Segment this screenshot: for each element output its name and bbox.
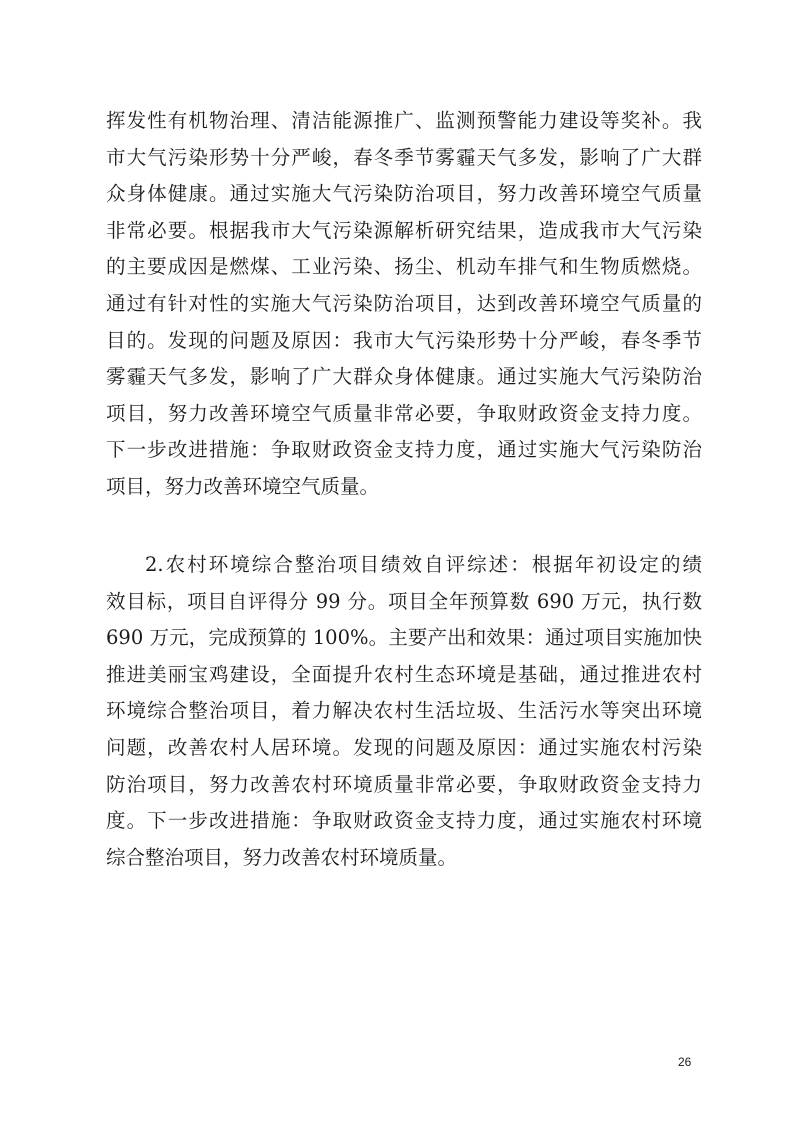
text-line: 挥发性有机物治理、清洁能源推广、监测预警能力建设等奖补。我 — [106, 109, 702, 132]
paragraph-rural-environment — [106, 547, 702, 876]
text-line: 防治项目，努力改善农村环境质量非常必要，争取财政资金支持力 — [106, 772, 702, 796]
text-line: 的主要成因是燃煤、工业污染、扬尘、机动车排气和生物质燃烧。 — [106, 255, 702, 279]
paragraph-air-pollution — [106, 103, 702, 506]
text-line: 下一步改进措施：争取财政资金支持力度，通过实施大气污染防治 — [106, 438, 702, 462]
text-line: 效目标，项目自评得分 99 分。项目全年预算数 690 万元，执行数 — [106, 589, 702, 613]
text-line: 690 万元，完成预算的 100%。主要产出和效果：通过项目实施加快 — [106, 626, 702, 650]
text-line: 雾霾天气多发，影响了广大群众身体健康。通过实施大气污染防治 — [106, 365, 702, 389]
text-line: 目的。发现的问题及原因：我市大气污染形势十分严峻，春冬季节 — [106, 328, 702, 352]
text-line: 众身体健康。通过实施大气污染防治项目，努力改善环境空气质量 — [106, 182, 702, 206]
text-line: 推进美丽宝鸡建设，全面提升农村生态环境是基础，通过推进农村 — [106, 662, 702, 686]
text-line: 问题，改善农村人居环境。发现的问题及原因：通过实施农村污染 — [106, 735, 702, 759]
text-line: 综合整治项目，努力改善农村环境质量。 — [106, 845, 458, 869]
page-number: 26 — [678, 1055, 692, 1069]
text-line: 非常必要。根据我市大气污染源解析研究结果，造成我市大气污染 — [106, 218, 702, 242]
section-heading-line: 2.农村环境综合整治项目绩效自评综述：根据年初设定的绩 — [145, 553, 702, 576]
text-line: 市大气污染形势十分严峻，春冬季节雾霾天气多发，影响了广大群 — [106, 145, 702, 169]
text-line: 度。下一步改进措施：争取财政资金支持力度，通过实施农村环境 — [106, 809, 702, 833]
text-line: 通过有针对性的实施大气污染防治项目，达到改善环境空气质量的 — [106, 291, 702, 315]
text-line: 项目，努力改善环境空气质量。 — [106, 474, 380, 498]
text-line: 项目，努力改善环境空气质量非常必要，争取财政资金支持力度。 — [106, 401, 702, 425]
text-line: 环境综合整治项目，着力解决农村生活垃圾、生活污水等突出环境 — [106, 699, 702, 723]
